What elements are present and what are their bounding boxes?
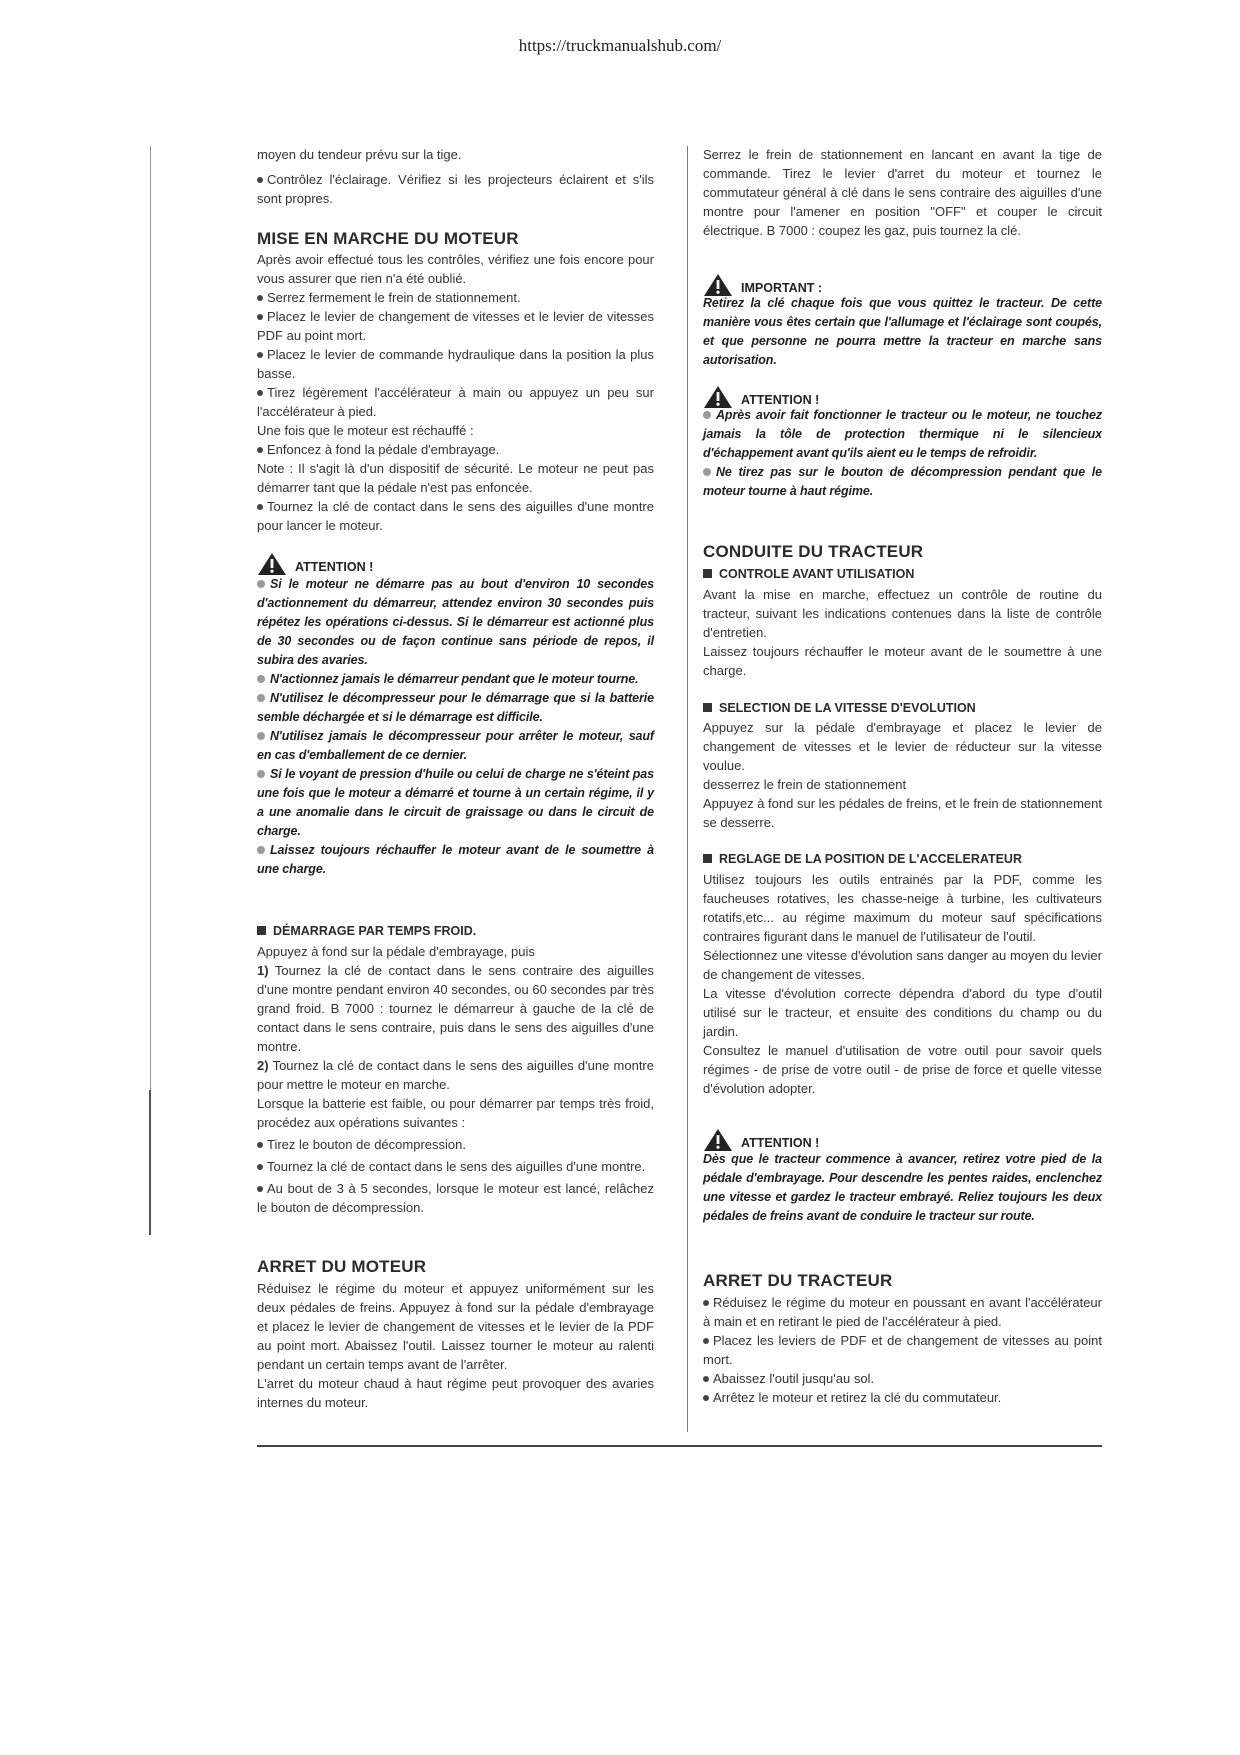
- warning-label: ATTENTION !: [741, 1135, 820, 1150]
- pre-use-check-body: [703, 585, 1102, 680]
- section-title-driving: CONDUITE DU TRACTEUR: [703, 542, 924, 561]
- warning-item: N'actionnez jamais le démarreur pendant que le moteur tourne.: [257, 670, 654, 689]
- warning-icon: [703, 1128, 733, 1152]
- warning-text: Dès que le tracteur commence à avancer, retirez votre pied de la pédale d'embrayage. Pour descendre les pentes raides, enclenchez une vitesse et gardez le tracteur embrayé. Reliez toujours les deux pédales de freins avant de conduire le tracteur sur route.: [703, 1152, 1102, 1223]
- bullet-item: Réduisez le régime du moteur en poussant en avant l'accélérateur à main et en retirant le pied de l'accélérateur à pied.: [703, 1295, 1102, 1329]
- note-paragraph: Note : Il s'agit là d'un dispositif de sécurité. Le moteur ne peut pas démarrer tant que la pédale n'est pas enfoncée.: [257, 461, 654, 495]
- paragraph: desserrez le frein de stationnement: [703, 777, 907, 792]
- cold-start-body: [257, 942, 654, 1217]
- paragraph: Lorsque la batterie est faible, ou pour démarrer par temps très froid, procédez aux opérations suivantes :: [257, 1096, 654, 1130]
- step-text: Tournez la clé de contact dans le sens contraire des aiguilles d'une montre pendant environ 40 secondes, ou 60 secondes par très grand froid. B 7000 : tournez le démarreur à gauche de la clé de contact dans le sens contraire, puis dans le sens des aiguilles d'une montre.: [257, 963, 654, 1054]
- after-use-warning-body: [703, 406, 1102, 501]
- warning-header: [703, 1128, 1102, 1152]
- paragraph: Après avoir effectué tous les contrôles, vérifiez une fois encore pour vous assurer que rien n'a été oublié.: [257, 252, 654, 286]
- paragraph: Réduisez le régime du moteur et appuyez uniformément sur les deux pédales de freins. Appuyez à fond sur la pédale d'embrayage et placez le levier de changement de vitesses et le levier de la PDF au point mort. Abaissez l'outil. Laissez tourner le moteur au ralenti pendant un certain temps avant de l'arrêter.: [257, 1281, 654, 1372]
- step-item: [257, 961, 654, 1056]
- bullet-item: Tirez le bouton de décompression.: [257, 1135, 654, 1154]
- warning-item: Si le voyant de pression d'huile ou celui de charge ne s'éteint pas une fois que le moteur a démarré et tourne à un certain régime, il y a une anomalie dans le circuit de graissage ou dans le circuit de charge.: [257, 765, 654, 841]
- column-divider: [687, 146, 688, 1432]
- subsection-title-pre-use-check: CONTROLE AVANT UTILISATION: [703, 565, 1102, 584]
- warning-header: [257, 552, 654, 576]
- header-url: https://truckmanualshub.com/: [518, 36, 722, 55]
- section-title-engine-stop: ARRET DU MOTEUR: [257, 1257, 427, 1276]
- paragraph: Appuyez à fond sur les pédales de freins, et le frein de stationnement se desserre.: [703, 796, 1102, 830]
- bullet-item: Placez le levier de commande hydraulique dans la position la plus basse.: [257, 347, 654, 381]
- warning-item: Si le moteur ne démarre pas au bout d'environ 10 secondes d'actionnement du démarreur, attendez environ 30 secondes puis répétez les opérations ci-dessus. Si le démarreur est actionné plus de 30 secondes ou de façon continue sans période de repos, il subira des avaries.: [257, 575, 654, 670]
- bullet-item: Enfoncez à fond la pédale d'embrayage.: [257, 440, 654, 459]
- bottom-rule: [257, 1445, 1102, 1447]
- warning-item: Laissez toujours réchauffer le moteur avant de le soumettre à une charge.: [257, 841, 654, 879]
- important-body: [703, 294, 1102, 370]
- paragraph: Sélectionnez une vitesse d'évolution sans danger au moyen du levier de changement de vitesses.: [703, 948, 1102, 982]
- intro-bullet: Contrôlez l'éclairage. Vérifiez si les projecteurs éclairent et s'ils sont propres.: [257, 172, 654, 206]
- paragraph: Consultez le manuel d'utilisation de votre outil pour savoir quels régimes - de prise de votre outil - de prise de force et quelle vitesse d'évolution adopter.: [703, 1043, 1102, 1096]
- warning-item: N'utilisez le décompresseur pour le démarrage que si la batterie semble déchargée et si le démarrage est difficile.: [257, 689, 654, 727]
- bullet-item: Placez le levier de changement de vitesses et le levier de vitesses PDF au point mort.: [257, 309, 654, 343]
- tractor-stop-body: [703, 1293, 1102, 1407]
- bullet-item: Placez les leviers de PDF et de changement de vitesses au point mort.: [703, 1333, 1102, 1367]
- bullet-item: Arrêtez le moteur et retirez la clé du commutateur.: [703, 1388, 1102, 1407]
- stop-continued: [703, 145, 1102, 240]
- step-text: Tournez la clé de contact dans le sens des aiguilles d'une montre pour mettre le moteur en marche.: [257, 1058, 654, 1092]
- bullet-item: Serrez fermement le frein de stationnement.: [257, 288, 654, 307]
- important-label: IMPORTANT :: [741, 280, 823, 295]
- throttle-setting-body: [703, 870, 1102, 1098]
- speed-selection-body: [703, 718, 1102, 832]
- step-item: [257, 1056, 654, 1094]
- subsection-title-cold-start: DÉMARRAGE PAR TEMPS FROID.: [257, 922, 654, 941]
- paragraph: La vitesse d'évolution correcte dépendra d'abord du type d'outil utilisé sur le tracteur, et ensuite des conditions du champ ou du jardin.: [703, 986, 1102, 1039]
- intro-paragraph: moyen du tendeur prévu sur la tige.: [257, 147, 462, 162]
- paragraph: Appuyez sur la pédale d'embrayage et placez le levier de changement de vitesses et le levier de réducteur sur la vitesse voulue.: [703, 720, 1102, 773]
- bullet-item: Tournez la clé de contact dans le sens des aiguilles d'une montre pour lancer le moteur.: [257, 499, 654, 533]
- section-title-tractor-stop: ARRET DU TRACTEUR: [703, 1271, 893, 1290]
- paragraph: Laissez toujours réchauffer le moteur avant de le soumettre à une charge.: [703, 644, 1102, 678]
- engine-stop-body: [257, 1279, 654, 1412]
- engine-start-body: [257, 250, 654, 535]
- warning-label: ATTENTION !: [741, 392, 820, 407]
- step-number: 2): [257, 1058, 269, 1073]
- left-margin-line: [150, 146, 151, 1110]
- subsection-title-speed-selection: SELECTION DE LA VITESSE D'EVOLUTION: [703, 699, 1102, 718]
- intro-continued: [257, 145, 654, 208]
- section-title-engine-start: MISE EN MARCHE DU MOTEUR: [257, 229, 519, 248]
- paragraph: L'arret du moteur chaud à haut régime peut provoquer des avaries internes du moteur.: [257, 1376, 654, 1410]
- warning-item: Ne tirez pas sur le bouton de décompression pendant que le moteur tourne à haut régime.: [703, 463, 1102, 501]
- bullet-item: Tirez légèrement l'accélérateur à main ou appuyez un peu sur l'accélérateur à pied.: [257, 385, 654, 419]
- driving-warning-body: [703, 1150, 1102, 1226]
- bullet-item: Au bout de 3 à 5 secondes, lorsque le moteur est lancé, relâchez le bouton de décompression.: [257, 1181, 654, 1215]
- bullet-item: Tournez la clé de contact dans le sens des aiguilles d'une montre.: [257, 1157, 654, 1176]
- paragraph: Appuyez à fond sur la pédale d'embrayage, puis: [257, 944, 535, 959]
- left-margin-mark: [149, 1090, 151, 1235]
- step-number: 1): [257, 963, 269, 978]
- important-text: Retirez la clé chaque fois que vous quittez le tracteur. De cette manière vous êtes certain que l'allumage et l'éclairage sont coupés, et que personne ne pourra mettre la tracteur en marche sans autorisation.: [703, 296, 1102, 367]
- warning-icon: [257, 552, 287, 576]
- warning-label: ATTENTION !: [295, 559, 374, 574]
- subsection-title-throttle-setting: REGLAGE DE LA POSITION DE L'ACCELERATEUR: [703, 850, 1102, 869]
- paragraph: Utilisez toujours les outils entrainés par la PDF, comme les faucheuses rotatives, les chasse-neige à turbine, les cultivateurs rotatifs,etc... au régime maximum du moteur sauf spécifications contraires figurant dans le manuel de l'utilisateur de l'outil.: [703, 872, 1102, 944]
- starting-warning-body: [257, 575, 654, 879]
- paragraph: Une fois que le moteur est réchauffé :: [257, 423, 474, 438]
- paragraph: Serrez le frein de stationnement en lancant en avant la tige de commande. Tirez le levier d'arret du moteur et tournez le commutateur général à clé dans le sens contraire des aiguilles d'une montre pour l'amener en position "OFF" et couper le circuit électrique. B 7000 : coupez les gaz, puis tournez la clé.: [703, 147, 1102, 238]
- paragraph: Avant la mise en marche, effectuez un contrôle de routine du tracteur, suivant les indications contenues dans la liste de contrôle d'entretien.: [703, 587, 1102, 640]
- bullet-item: Abaissez l'outil jusqu'au sol.: [703, 1369, 1102, 1388]
- warning-item: Après avoir fait fonctionner le tracteur ou le moteur, ne touchez jamais la tôle de protection thermique ni le silencieux d'échappement avant qu'ils aient eu le temps de refroidir.: [703, 406, 1102, 463]
- warning-item: N'utilisez jamais le décompresseur pour arrêter le moteur, sauf en cas d'emballement de ce dernier.: [257, 727, 654, 765]
